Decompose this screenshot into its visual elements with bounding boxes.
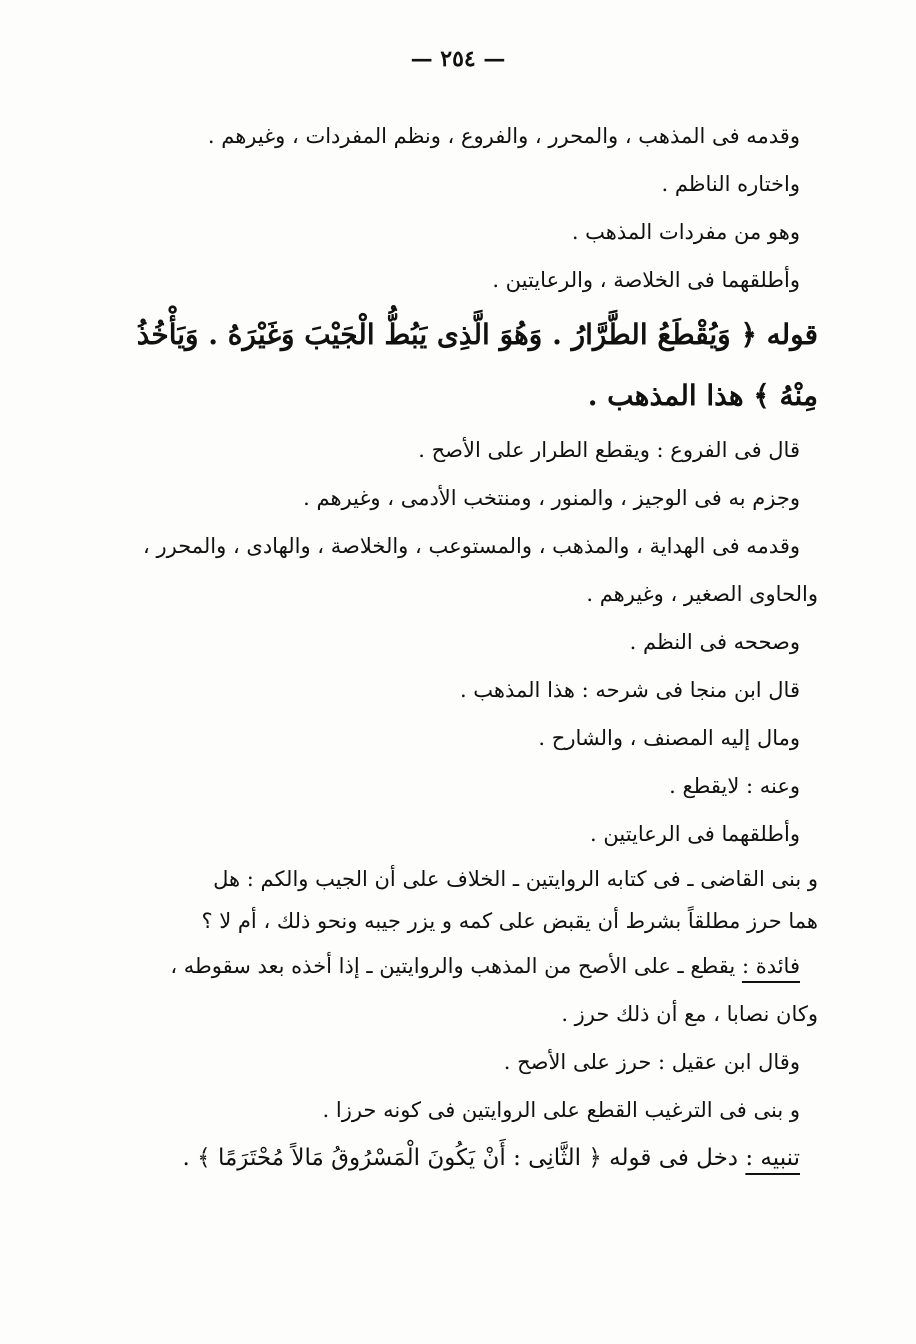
text-line: وصححه فى النظم .	[629, 630, 800, 654]
text-line-body: دخل فى قوله ﴿ الثَّانِى : أَنْ يَكُونَ الْمَسْرُوقُ مَالاً مُحْتَرَمًا ﴾ .	[182, 1145, 739, 1171]
faida-marker: فائدة :	[741, 954, 800, 978]
text-line: و بنى القاضى ـ فى كتابه الروايتين ـ الخلاف على أن الجيب والكم : هل	[213, 867, 818, 891]
text-line: هما حرز مطلقاً بشرط أن يقبض على كمه و يزر جيبه ونحو ذلك ، أم لا ؟	[201, 909, 818, 933]
quoted-text-line: قوله ﴿ وَيُقْطَعُ الطَّرَّارُ . وَهُوَ الَّذِى يَبُطُّ الْجَيْبَ وَغَيْرَهُ . وَيَأْخُذُ	[136, 318, 818, 351]
text-line: وجزم به فى الوجيز ، والمنور ، ومنتخب الأدمى ، وغيرهم .	[303, 486, 800, 510]
text-line-body: يقطع ـ على الأصح من المذهب والروايتين ـ إذا أخذه بعد سقوطه ،	[170, 954, 736, 978]
text-line: والحاوى الصغير ، وغيرهم .	[586, 582, 818, 606]
text-line: قال فى الفروع : ويقطع الطرار على الأصح .	[418, 438, 800, 462]
text-line	[96, 942, 818, 990]
tanbih-marker: تنبيه :	[745, 1145, 800, 1171]
text-line: واختاره الناظم .	[661, 172, 800, 196]
text-line: وكان نصابا ، مع أن ذلك حرز .	[561, 1002, 818, 1026]
text-line: ومال إليه المصنف ، والشارح .	[538, 726, 800, 750]
text-line: وعنه : لايقطع .	[669, 774, 800, 798]
text-line	[96, 1134, 818, 1182]
text-line: وهو من مفردات المذهب .	[571, 220, 800, 244]
page-body	[96, 112, 818, 1182]
text-line: وقدمه فى المذهب ، والمحرر ، والفروع ، ونظم المفردات ، وغيرهم .	[207, 124, 800, 148]
text-line: وقدمه فى الهداية ، والمذهب ، والمستوعب ، والخلاصة ، والهادى ، والمحرر ،	[143, 534, 800, 558]
quoted-text-line: مِنْهُ ﴾ هذا المذهب .	[587, 379, 818, 412]
text-line: وقال ابن عقيل : حرز على الأصح .	[503, 1050, 800, 1074]
text-line: وأطلقهما فى الخلاصة ، والرعايتين .	[492, 268, 800, 292]
text-line: و بنى فى الترغيب القطع على الروايتين فى كونه حرزا .	[322, 1098, 800, 1122]
page-number: — ٢٥٤ —	[410, 46, 506, 72]
text-line: قال ابن منجا فى شرحه : هذا المذهب .	[459, 678, 800, 702]
text-line: وأطلقهما فى الرعايتين .	[590, 822, 800, 846]
